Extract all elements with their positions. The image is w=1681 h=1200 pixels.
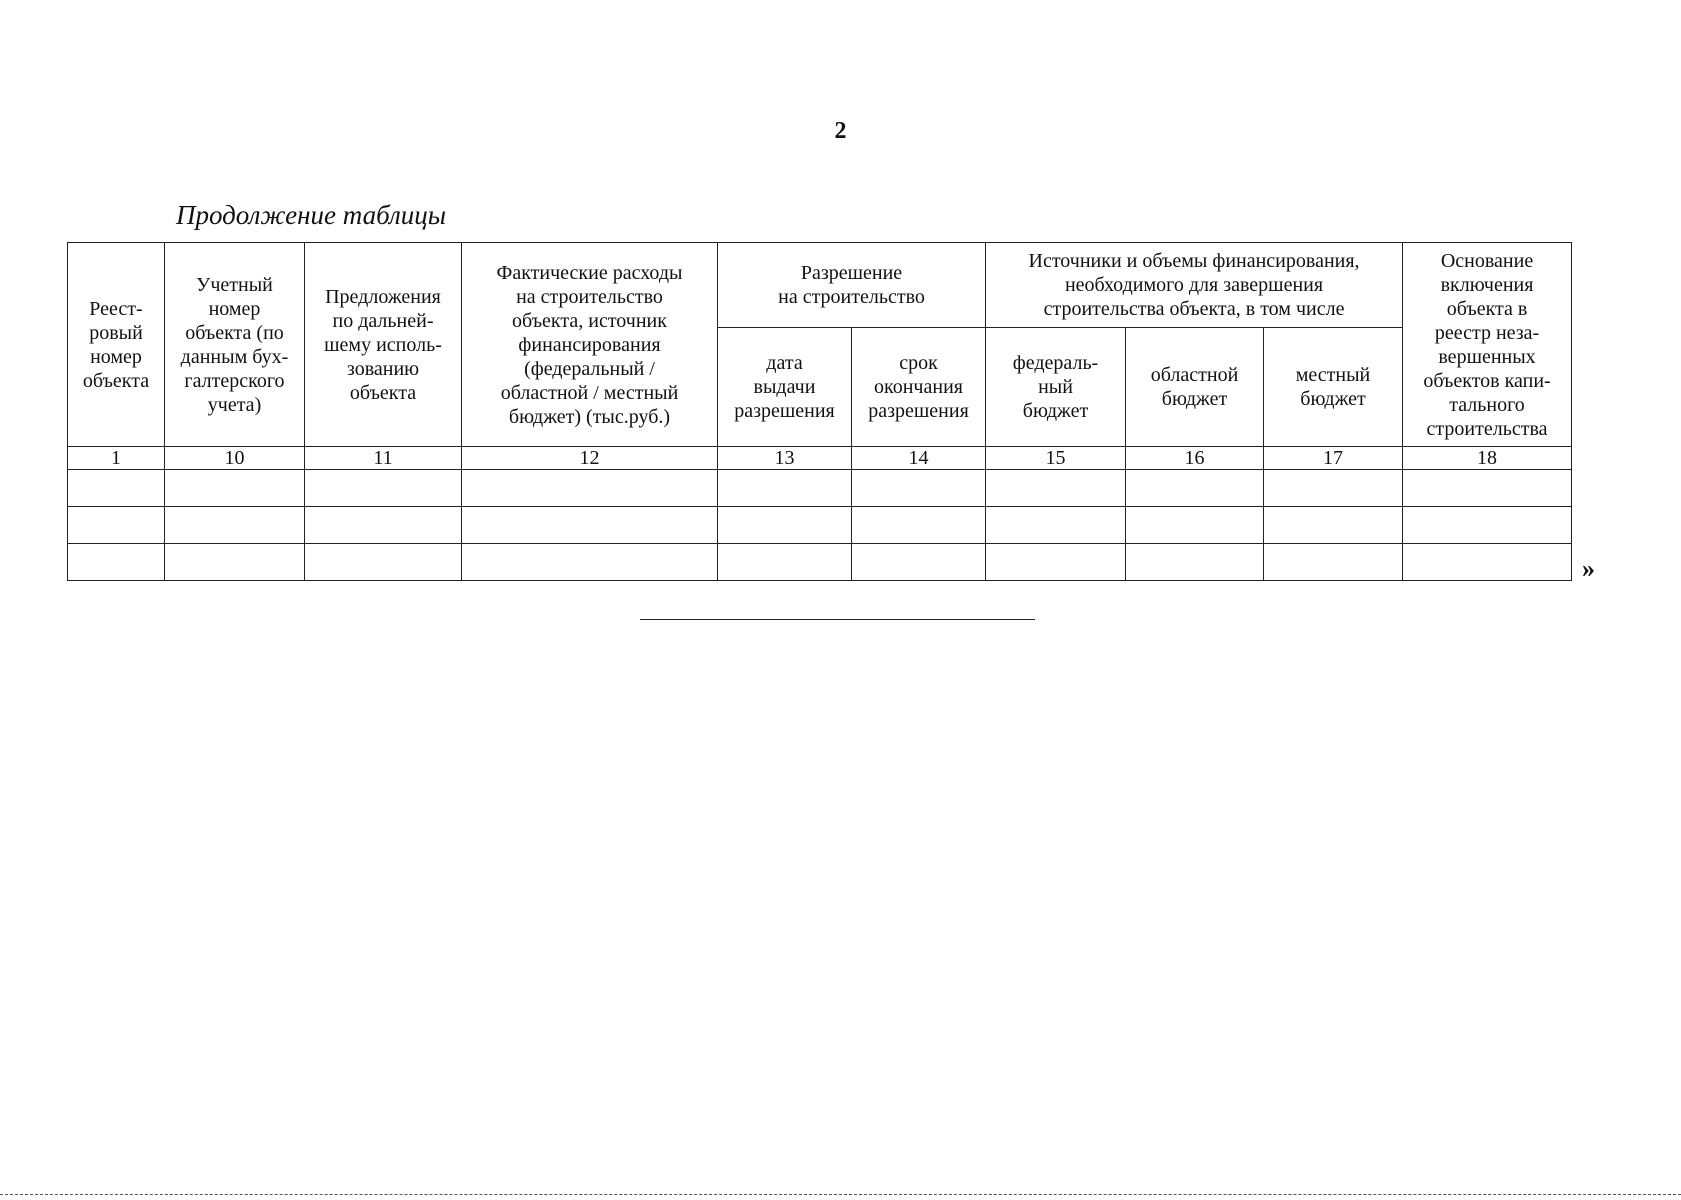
column-number: 15 — [986, 447, 1126, 470]
table-cell — [1403, 470, 1572, 507]
table-cell — [1403, 544, 1572, 581]
table-cell — [462, 470, 718, 507]
table-cell — [1126, 470, 1264, 507]
header-inclusion-basis: Основание включения объекта в реестр неза- вершенных объектов капи- тального строительства — [1403, 243, 1572, 447]
table-cell — [305, 470, 462, 507]
column-number: 18 — [1403, 447, 1572, 470]
page-number: 2 — [834, 118, 847, 144]
table-cell — [1264, 544, 1403, 581]
header-regional-budget: областной бюджет — [1126, 328, 1264, 447]
table-cell — [68, 507, 165, 544]
header-funding-sources: Источники и объемы финансирования, необходимого для завершения строительства объекта, в том числе — [986, 243, 1403, 328]
header-row-top — [68, 243, 1572, 328]
header-local-budget: местный бюджет — [1264, 328, 1403, 447]
table-cell — [718, 507, 852, 544]
table-cell — [1403, 507, 1572, 544]
column-number: 13 — [718, 447, 852, 470]
table-cell — [1264, 507, 1403, 544]
table-cell — [986, 470, 1126, 507]
header-registry-number: Реест- ровый номер объекта — [68, 243, 165, 447]
header-permit-expiry: срок окончания разрешения — [852, 328, 986, 447]
bottom-rule — [0, 1194, 1681, 1195]
table-cell — [986, 507, 1126, 544]
column-number: 11 — [305, 447, 462, 470]
header-construction-permit: Разрешение на строительство — [718, 243, 986, 328]
table-cell — [305, 544, 462, 581]
table-cell — [1126, 507, 1264, 544]
table-cell — [1264, 470, 1403, 507]
table-cell — [68, 470, 165, 507]
table-cell — [165, 470, 305, 507]
column-number: 17 — [1264, 447, 1403, 470]
table-cell — [165, 544, 305, 581]
column-number-row — [68, 447, 1572, 470]
table-cell — [165, 507, 305, 544]
table-row — [68, 507, 1572, 544]
table-row — [68, 470, 1572, 507]
table-cell — [986, 544, 1126, 581]
column-number: 10 — [165, 447, 305, 470]
table-cell — [852, 470, 986, 507]
header-federal-budget: федераль- ный бюджет — [986, 328, 1126, 447]
table-cell — [1126, 544, 1264, 581]
column-number: 14 — [852, 447, 986, 470]
table-cell — [462, 507, 718, 544]
header-usage-proposals: Предложения по дальней- шему исполь- зованию объекта — [305, 243, 462, 447]
separator-line — [640, 619, 1035, 620]
column-number: 16 — [1126, 447, 1264, 470]
column-number: 12 — [462, 447, 718, 470]
table-row — [68, 544, 1572, 581]
registry-table — [67, 242, 1572, 581]
table-cell — [718, 544, 852, 581]
table-cell — [718, 470, 852, 507]
header-permit-issue-date: дата выдачи разрешения — [718, 328, 852, 447]
table-cell — [462, 544, 718, 581]
header-accounting-number: Учетный номер объекта (по данным бух- галтерского учета) — [165, 243, 305, 447]
table-cell — [305, 507, 462, 544]
table-cell — [852, 544, 986, 581]
continuation-label: Продолжение таблицы — [176, 200, 447, 230]
table-cell — [68, 544, 165, 581]
closing-quote: » — [1582, 554, 1595, 583]
table-cell — [852, 507, 986, 544]
column-number: 1 — [68, 447, 165, 470]
header-actual-expenses: Фактические расходы на строительство объекта, источник финансирования (федеральный / областной / местный бюджет) (тыс.руб.) — [462, 243, 718, 447]
